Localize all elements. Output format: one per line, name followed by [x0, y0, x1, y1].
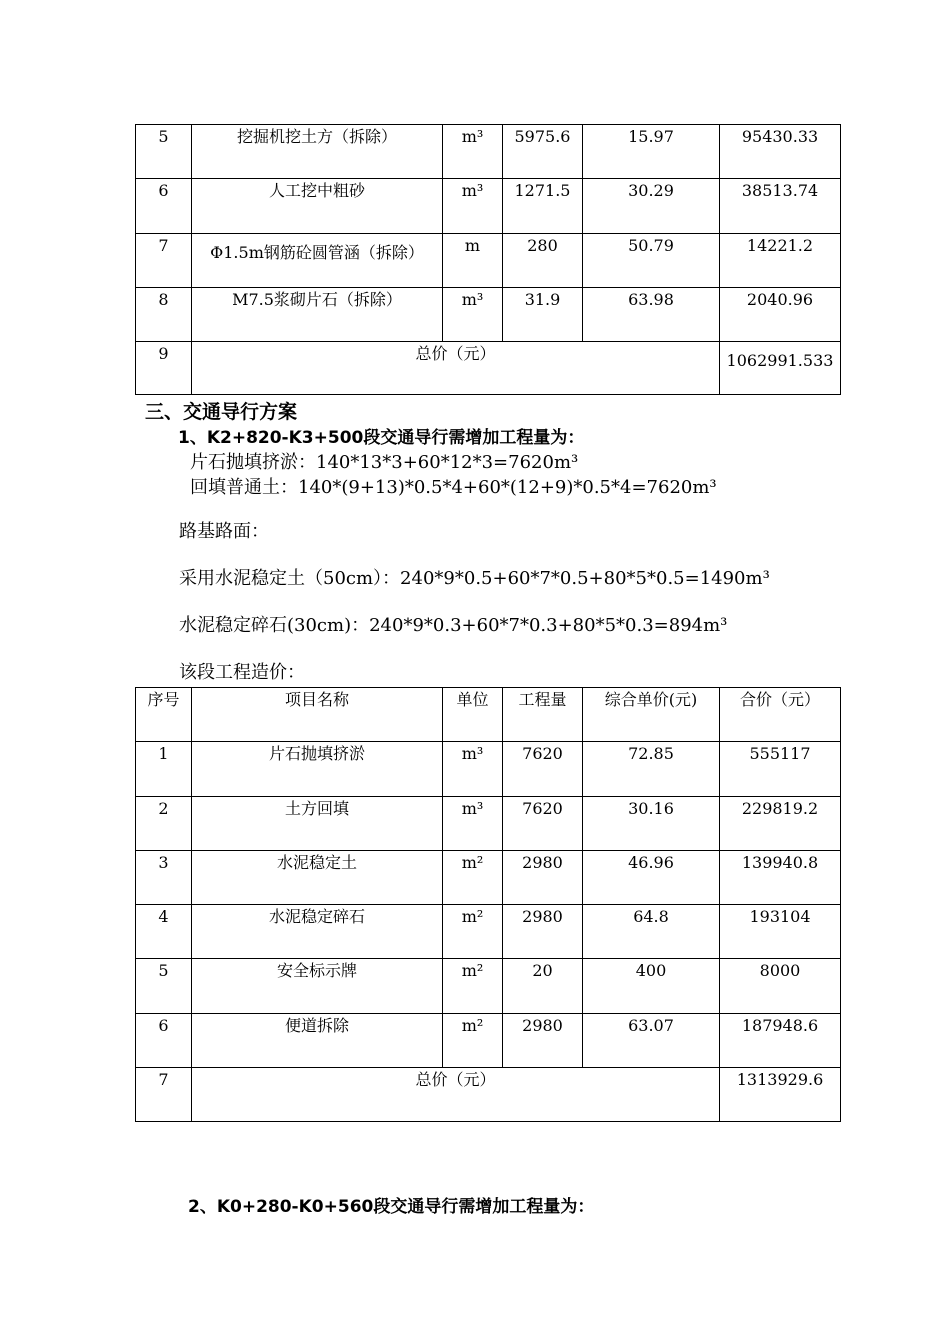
- cell-unit: m²: [443, 851, 503, 905]
- cell-no: 5: [136, 959, 192, 1014]
- cell-name: 片石抛填挤淤: [192, 742, 443, 797]
- stone-fill-line: 片石抛填挤淤：140*13*3+60*12*3=7620m³: [190, 452, 579, 473]
- cell-total: 555117: [720, 742, 841, 797]
- table-row: [136, 288, 841, 342]
- roadbed-label: 路基路面：: [179, 521, 269, 542]
- cell-qty: 2980: [503, 905, 583, 959]
- total-value: 1313929.6: [720, 1068, 841, 1122]
- cell-unit: m³: [443, 797, 503, 851]
- cell-unit: m²: [443, 905, 503, 959]
- cell-name: 水泥稳定土: [192, 851, 443, 905]
- cell-qty: 2980: [503, 1014, 583, 1068]
- cell-price: 30.16: [583, 797, 720, 851]
- cell-unit: m²: [443, 1014, 503, 1068]
- table-row: [136, 234, 841, 288]
- table-row: [136, 797, 841, 851]
- cell-total: 38513.74: [720, 179, 841, 234]
- cement-gravel-line: 水泥稳定碎石(30cm)：240*9*0.3+60*7*0.3+80*5*0.3=894m³: [179, 615, 728, 636]
- cell-no: 6: [136, 179, 192, 234]
- cell-total: 14221.2: [720, 234, 841, 288]
- cell-qty: 2980: [503, 851, 583, 905]
- cell-price: 63.07: [583, 1014, 720, 1068]
- header-qty: 工程量: [503, 688, 583, 742]
- cell-name: 安全标示牌: [192, 959, 443, 1014]
- cell-no: 8: [136, 288, 192, 342]
- cell-qty: 5975.6: [503, 125, 583, 179]
- cell-qty: 1271.5: [503, 179, 583, 234]
- cell-total: 95430.33: [720, 125, 841, 179]
- cell-qty: 7620: [503, 742, 583, 797]
- cell-no: 9: [136, 342, 192, 395]
- cell-name: 挖掘机挖土方（拆除）: [192, 125, 443, 179]
- table-row: [136, 851, 841, 905]
- cell-price: 64.8: [583, 905, 720, 959]
- cell-price: 30.29: [583, 179, 720, 234]
- table-row: [136, 1014, 841, 1068]
- total-value: 1062991.533: [720, 342, 841, 395]
- cement-soil-line: 采用水泥稳定土（50cm）：240*9*0.5+60*7*0.5+80*5*0.5=1490m³: [179, 568, 770, 589]
- cell-no: 6: [136, 1014, 192, 1068]
- cell-unit: m²: [443, 959, 503, 1014]
- cost-label: 该段工程造价：: [179, 662, 305, 683]
- quantity-table-2: [135, 687, 841, 1122]
- cell-total: 229819.2: [720, 797, 841, 851]
- cell-name: 土方回填: [192, 797, 443, 851]
- cell-qty: 280: [503, 234, 583, 288]
- total-label: 总价（元）: [192, 1068, 720, 1122]
- cell-name: 便道拆除: [192, 1014, 443, 1068]
- cell-no: 4: [136, 905, 192, 959]
- cell-no: 7: [136, 1068, 192, 1122]
- table-total-row: [136, 342, 841, 395]
- table-row: [136, 905, 841, 959]
- table-header-row: [136, 688, 841, 742]
- cell-price: 50.79: [583, 234, 720, 288]
- cell-price: 72.85: [583, 742, 720, 797]
- header-no: 序号: [136, 688, 192, 742]
- cell-qty: 20: [503, 959, 583, 1014]
- cell-name: M7.5浆砌片石（拆除）: [192, 288, 443, 342]
- cell-price: 15.97: [583, 125, 720, 179]
- cell-name: 人工挖中粗砂: [192, 179, 443, 234]
- cell-name: 水泥稳定碎石: [192, 905, 443, 959]
- cell-price: 46.96: [583, 851, 720, 905]
- section-title: 三、交通导行方案: [145, 401, 298, 423]
- cell-unit: m³: [443, 742, 503, 797]
- cell-total: 2040.96: [720, 288, 841, 342]
- cell-total: 8000: [720, 959, 841, 1014]
- table-row: [136, 125, 841, 179]
- cell-total: 139940.8: [720, 851, 841, 905]
- cell-qty: 31.9: [503, 288, 583, 342]
- header-unit: 单位: [443, 688, 503, 742]
- table-row: [136, 742, 841, 797]
- header-total: 合价（元）: [720, 688, 841, 742]
- cell-unit: m³: [443, 288, 503, 342]
- backfill-line: 回填普通土：140*(9+13)*0.5*4+60*(12+9)*0.5*4=7620m³: [190, 477, 717, 498]
- cell-name: Φ1.5m钢筋砼圆管涵（拆除）: [192, 234, 443, 288]
- quantity-table-1: [135, 124, 841, 395]
- cell-unit: m: [443, 234, 503, 288]
- table-total-row: [136, 1068, 841, 1122]
- cell-total: 193104: [720, 905, 841, 959]
- header-name: 项目名称: [192, 688, 443, 742]
- cell-unit: m³: [443, 125, 503, 179]
- total-label: 总价（元）: [192, 342, 720, 395]
- cell-price: 63.98: [583, 288, 720, 342]
- cell-price: 400: [583, 959, 720, 1014]
- subsection-title-2: 2、K0+280-K0+560段交通导行需增加工程量为：: [188, 1197, 595, 1217]
- cell-no: 7: [136, 234, 192, 288]
- header-price: 综合单价(元): [583, 688, 720, 742]
- cell-no: 3: [136, 851, 192, 905]
- subsection-title-1: 1、K2+820-K3+500段交通导行需增加工程量为：: [178, 428, 585, 448]
- cell-no: 1: [136, 742, 192, 797]
- table-row: [136, 179, 841, 234]
- cell-qty: 7620: [503, 797, 583, 851]
- cell-total: 187948.6: [720, 1014, 841, 1068]
- cell-no: 5: [136, 125, 192, 179]
- cell-unit: m³: [443, 179, 503, 234]
- table-row: [136, 959, 841, 1014]
- cell-no: 2: [136, 797, 192, 851]
